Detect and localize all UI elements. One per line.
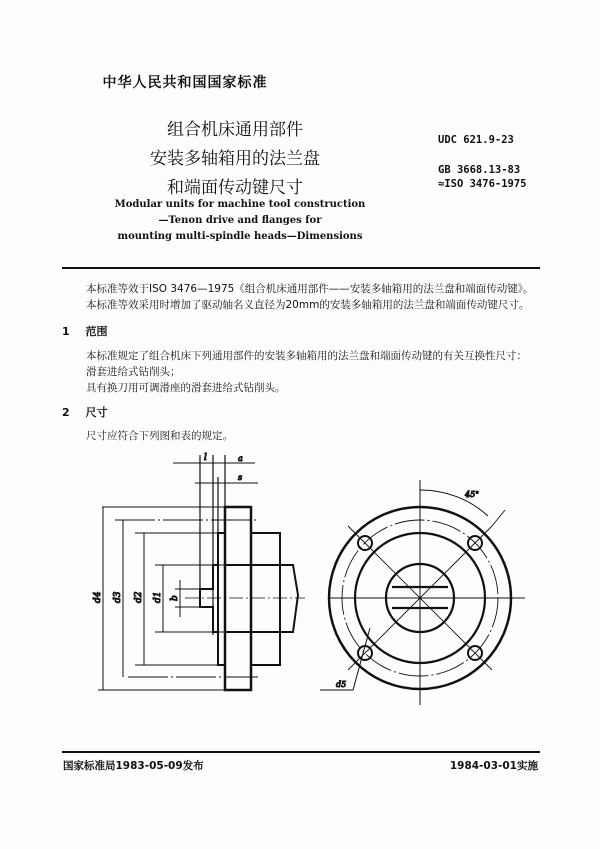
header-divider xyxy=(62,267,540,269)
title-line: 组合机床通用部件 xyxy=(167,120,303,140)
effective-date: 1984-03-01实施 xyxy=(449,760,538,772)
label-d2: d2 xyxy=(134,591,144,603)
intro xyxy=(86,281,566,313)
side-view-drawing xyxy=(80,445,310,715)
gb-number: GB 3668.13-83 xyxy=(438,164,521,176)
section-1-heading xyxy=(62,323,108,339)
udc-code: UDC 621.9-23 xyxy=(438,134,514,146)
title-line: 和端面传动键尺寸 xyxy=(167,178,303,198)
label-d3: d3 xyxy=(113,591,123,603)
section-2-body: 尺寸应符合下列图和表的规定。 xyxy=(86,430,233,442)
title-en-line: Modular units for machine tool construction xyxy=(114,199,366,210)
label-s: s xyxy=(238,473,243,482)
label-d5: d5 xyxy=(336,680,347,689)
body-line: 本标准规定了组合机床下列通用部件的安装多轴箱用的法兰盘和端面传动键的有关互换性尺寸： xyxy=(86,350,527,362)
section-1-body xyxy=(86,348,566,396)
document-title-en xyxy=(90,197,390,245)
body-line: 滑套进给式钻削头； xyxy=(86,366,181,378)
label-d4: d4 xyxy=(93,591,103,603)
section-number: 1 xyxy=(62,325,70,338)
document-title-cn xyxy=(120,116,350,203)
intro-paragraph: 本标准等效采用时增加了驱动轴名义直径为20mm的安装多轴箱用的法兰盘和端面传动键尺寸。 xyxy=(86,299,530,311)
section-number: 2 xyxy=(62,406,70,419)
intro-paragraph: 本标准等效于ISO 3476—1975《组合机床通用部件——安装多轴箱用的法兰盘和端面传动键》。 xyxy=(86,283,534,295)
title-line: 安装多轴箱用的法兰盘 xyxy=(150,149,320,169)
section-title: 范围 xyxy=(85,325,108,338)
label-a: a xyxy=(238,454,243,463)
label-angle: 45° xyxy=(465,490,480,499)
country-standard-heading: 中华人民共和国国家标准 xyxy=(102,75,268,91)
iso-equivalent: ≈ISO 3476-1975 xyxy=(438,178,527,190)
label-d1: d1 xyxy=(153,591,163,603)
body-line: 具有换刀用可调滑座的滑套进给式钻削头。 xyxy=(86,382,286,394)
section-title: 尺寸 xyxy=(85,406,108,419)
title-en-line: —Tenon drive and flanges for xyxy=(158,215,322,226)
label-b: b xyxy=(170,595,180,601)
label-l: l xyxy=(204,453,207,463)
title-en-line: mounting multi-spindle heads—Dimensions xyxy=(117,231,363,242)
issue-date: 国家标准局1983-05-09发布 xyxy=(63,760,204,772)
section-2-heading xyxy=(62,404,108,420)
front-view-drawing xyxy=(320,460,540,710)
footer-divider xyxy=(62,751,540,753)
